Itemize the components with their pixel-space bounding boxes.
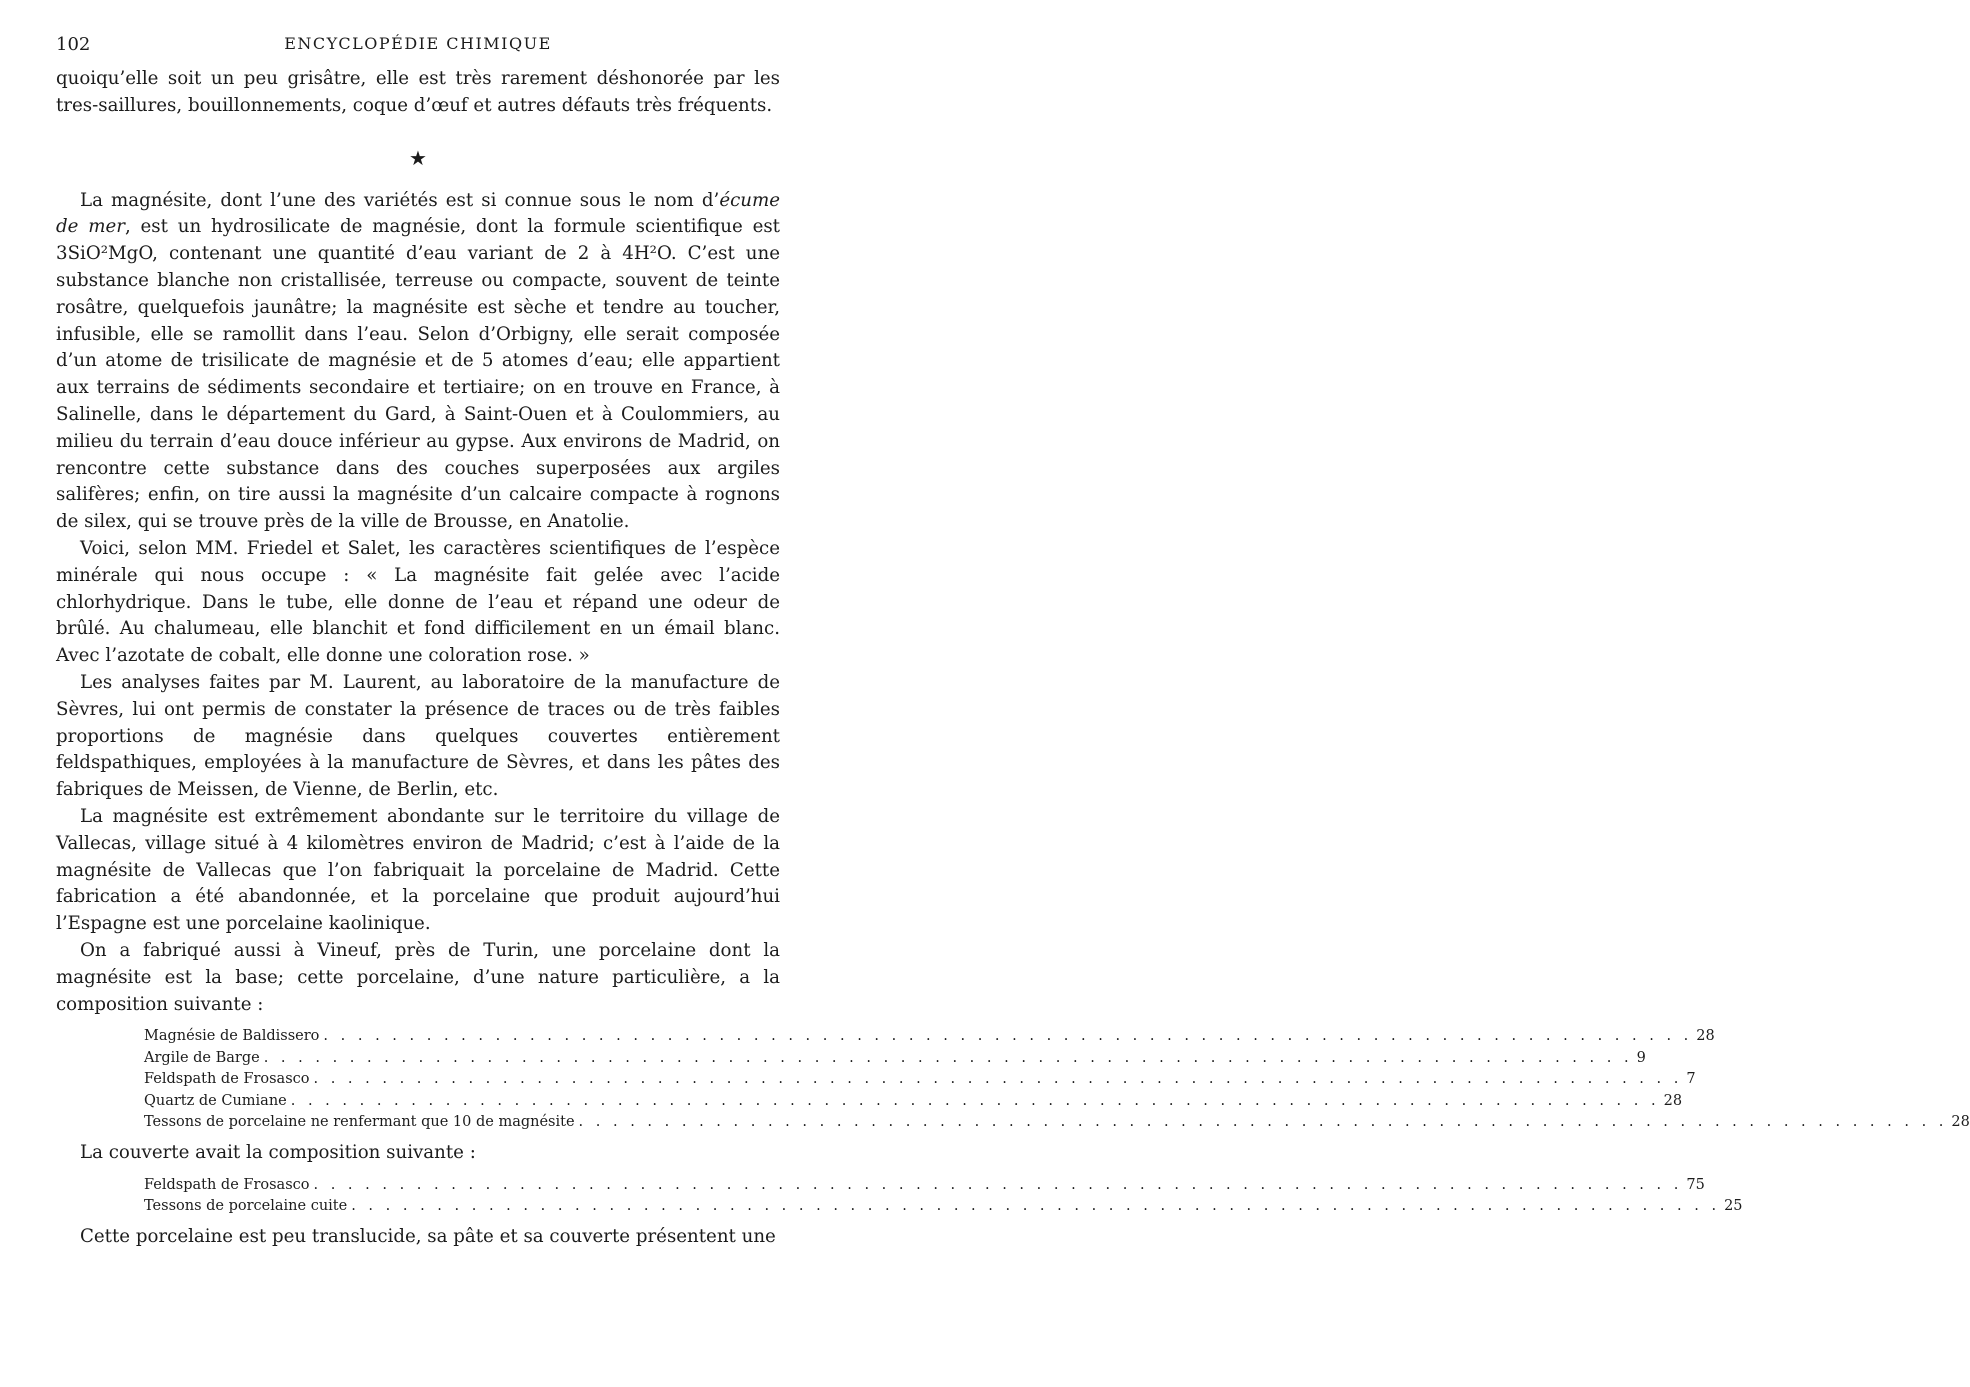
ingredient-name: Magnésie de Baldissero	[144, 1028, 320, 1045]
dot-leader: . . . . . . . . . . . . . . . . . . . . . . . . . . . . . . . . . . . . . . . . . . . . . . . . . . . . . . . . . . . . . . . . . . . . . . . . . . . . . . . .	[578, 1114, 1948, 1131]
composition-row	[144, 1196, 1743, 1218]
page	[56, 34, 1970, 1250]
ingredient-value: 28	[1696, 1028, 1715, 1045]
ingredient-name: Feldspath de Frosasco	[144, 1176, 310, 1193]
paragraph-friedel-salet: Voici, selon MM. Friedel et Salet, les caractères scientifiques de l’espèce minérale qui nous occupe : « La magnésite fait gelée avec l’acide chlorhydrique. Dans le tube, elle donne de l’eau et répand une odeur de brûlé. Au chalumeau, elle blanchit et fond difficilement en un émail blanc. Avec l’azotate de cobalt, elle donne une coloration rose. »	[56, 537, 780, 667]
italic-term: écume de mer	[56, 189, 780, 238]
composition-row	[144, 1091, 1683, 1113]
ingredient-value: 28	[1663, 1092, 1683, 1109]
composition-row	[144, 1026, 1715, 1048]
dot-leader: . . . . . . . . . . . . . . . . . . . . . . . . . . . . . . . . . . . . . . . . . . . . . . . . . . . . . . . . . . . . . . . . . . . . . . . . . . . . . . . .	[263, 1049, 1633, 1066]
ingredient-name: Feldspath de Frosasco	[144, 1071, 310, 1088]
dot-leader: . . . . . . . . . . . . . . . . . . . . . . . . . . . . . . . . . . . . . . . . . . . . . . . . . . . . . . . . . . . . . . . . . . . . . . . . . . . . . . . .	[313, 1071, 1683, 1088]
text-span: La magnésite, dont l’une des variétés est si connue sous le nom d’	[80, 189, 720, 211]
composition-row	[144, 1175, 1705, 1197]
paragraph-couverte-intro: La couverte avait la composition suivante :	[80, 1141, 476, 1163]
ingredient-value: 9	[1636, 1049, 1646, 1066]
running-title: ENCYCLOPÉDIE CHIMIQUE	[284, 34, 552, 53]
paragraph-magnesite-definition	[56, 188, 780, 536]
dot-leader: . . . . . . . . . . . . . . . . . . . . . . . . . . . . . . . . . . . . . . . . . . . . . . . . . . . . . . . . . . . . . . . . . . . . . . . . . . . . . . . .	[290, 1092, 1660, 1109]
composition-row	[144, 1048, 1646, 1070]
dot-leader: . . . . . . . . . . . . . . . . . . . . . . . . . . . . . . . . . . . . . . . . . . . . . . . . . . . . . . . . . . . . . . . . . . . . . . . . . . . . . . . .	[351, 1198, 1721, 1215]
dot-leader: . . . . . . . . . . . . . . . . . . . . . . . . . . . . . . . . . . . . . . . . . . . . . . . . . . . . . . . . . . . . . . . . . . . . . . . . . . . . . . . .	[323, 1028, 1693, 1045]
composition-table-couverte	[144, 1175, 1743, 1218]
ingredient-value: 75	[1686, 1176, 1705, 1193]
ingredient-value: 7	[1686, 1071, 1696, 1088]
page-header	[56, 34, 780, 60]
ingredient-name: Tessons de porcelaine cuite	[144, 1198, 348, 1215]
text-span: , est un hydrosilicate de magnésie, dont la formule scientifique est 3SiO²MgO, contenant une quantité d’eau variant de 2 à 4H²O. C’est une substance blanche non cristallisée, terreuse ou compacte, souvent de teinte rosâtre, quelquefois jaunâtre; la magnésite est sèche et tendre au toucher, infusible, elle se ramollit dans l’eau. Selon d’Orbigny, elle serait composée d’un atome de trisilicate de magnésie et de 5 atomes d’eau; elle appartient aux terrains de sédiments secondaire et tertiaire; on en trouve en France, à Salinelle, dans le département du Gard, à Saint-Ouen et à Coulommiers, au milieu du terrain d’eau douce inférieur au gypse. Aux environs de Madrid, on rencontre cette substance dans des couches superposées aux argiles salifères; enfin, on tire aussi la magnésite d’un calcaire compacte à rognons de silex, qui se trouve près de la ville de Brousse, en Anatolie.	[56, 216, 780, 533]
ingredient-name: Quartz de Cumiane	[144, 1092, 287, 1109]
composition-row	[144, 1069, 1696, 1091]
ingredient-name: Argile de Barge	[144, 1049, 260, 1066]
ingredient-value: 28	[1951, 1114, 1970, 1131]
ingredient-name: Tessons de porcelaine ne renfermant que 10 de magnésite	[144, 1114, 575, 1131]
paragraph-vineuf: On a fabriqué aussi à Vineuf, près de Turin, une porcelaine dont la magnésite est la base; cette porcelaine, d’une nature particulière, a la composition suivante :	[56, 939, 780, 1015]
page-number: 102	[56, 34, 91, 55]
section-separator-star: ★	[409, 145, 427, 170]
paragraph-translucency: Cette porcelaine est peu translucide, sa pâte et sa couverte présentent une	[80, 1225, 776, 1247]
paragraph-vallecas: La magnésite est extrêmement abondante sur le territoire du village de Vallecas, village situé à 4 kilomètres environ de Madrid; c’est à l’aide de la magnésite de Vallecas que l’on fabriquait la porcelaine de Madrid. Cette fabrication a été abandonnée, et la porcelaine que produit aujourd’hui l’Espagne est une porcelaine kaolinique.	[56, 805, 780, 935]
ingredient-value: 25	[1724, 1198, 1743, 1215]
paragraph-laurent-analyses: Les analyses faites par M. Laurent, au laboratoire de la manufacture de Sèvres, lui ont permis de constater la présence de traces ou de très faibles proportions de magnésie dans quelques couvertes entièrement feldspathiques, employées à la manufacture de Sèvres, et dans les pâtes des fabriques de Meissen, de Vienne, de Berlin, etc.	[56, 671, 780, 801]
paragraph-continuation: quoiqu’elle soit un peu grisâtre, elle est très rarement déshonorée par les tres-saillures, bouillonnements, coque d’œuf et autres défauts très fréquents.	[56, 68, 780, 116]
composition-table-porcelain	[144, 1026, 1970, 1134]
composition-row	[144, 1112, 1970, 1134]
dot-leader: . . . . . . . . . . . . . . . . . . . . . . . . . . . . . . . . . . . . . . . . . . . . . . . . . . . . . . . . . . . . . . . . . . . . . . . . . . . . . . . .	[313, 1176, 1683, 1193]
